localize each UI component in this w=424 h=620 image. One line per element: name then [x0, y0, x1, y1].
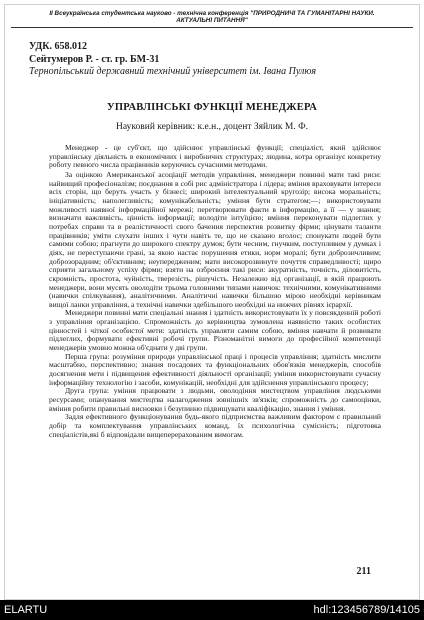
author-line: Сейтумеров Р. - ст. гр. БМ-31: [29, 53, 160, 65]
article-meta: [29, 41, 316, 79]
repository-footer: [0, 600, 424, 620]
conference-header: [11, 10, 413, 28]
institution-line: Тернопільський державний технічний університет ім. Івана Пулюя: [29, 66, 317, 77]
paragraph: Менеджер - це суб'єкт, що здійснює управлінські функції; спеціаліст, який здійснює управлінську діяльність в економічних і виробничих структурах; людина, котра організує конкретну роботу певного числа працівників керуючись сучасними методами.: [49, 143, 381, 170]
paragraph: За оцінкою Американської асоціації методів управління, менеджери повинні мати такі риси: найвищий професіоналізм; поєднання в собі рис адміністратора і лідера; вміння враховувати інтереси всіх сторін, що беруть участь у бізнесі; широкий інтелектуальний кругозір; висока моральність; ініціативність; наполегливість; комунікабельність; уміння бути стратегом;—; використовувати можливості наявної інформаційної мережі; перетворювати факти в інформацію, а її — у знання; визначати важливість, цінність інформації; володіти інтуїцією; вміння переконувати підлеглих у потребах справи та в реалістичності свого бачення перспектив розвитку фірми; цінувати таланти працівників; уміти слухати інших і чути навіть те, що не сказано вголос; спонукати людей бути самими собою; прагнути до широкого спектру думок; бути чесним, гнучким, поступливим у думках і діях, не переступаючи грані, за якою настає порушення етики, норм моралі; бути доброзичливим; доброзорадним; об'єктивним; неупередженим; мати високорозвинуте почуття справедливості; щиро сприяти загальному успіху фірми; взяти на озброєння такі риси: акуратність, точність, діловитість, скромність, простота, чуйність, тверезість, рішучість. Незалежно від організації, в якій працюють менеджери, вони мусять оволодіти трьома головними типами навичок: технічними, комунікативними (навички спілкування), аналітичними. Аналітичні навички більшою мірою необхідні керівникам вищої ланки управління, а технічні навички здебільшого необхідні на нижчих рівнях ієрархії.: [49, 169, 381, 309]
repository-name[interactable]: ELARTU: [4, 604, 48, 616]
article-body: [49, 144, 381, 439]
article-title: УПРАВЛІНСЬКІ ФУНКЦІЇ МЕНЕДЖЕРА: [106, 102, 318, 113]
paragraph: Друга група: уміння працювати з людьми, оволодіння мистецтвом управління людськими ресурсами; опанування мистецтва налагодження зовнішніх зв'язків; спроможність до самооцінки, вміння робити правильні висновки і безупинно підвищувати кваліфікацію, знання і уміння.: [49, 386, 381, 413]
handle-link[interactable]: hdl:123456789/14105: [313, 604, 420, 616]
page-number: 211: [356, 566, 371, 577]
udc-code: УДК. 658.012: [29, 41, 87, 52]
conference-header-line-2: АКТУАЛЬНІ ПИТАННЯ": [176, 17, 248, 25]
paragraph: Задля ефективного функціонування будь-якого підприємства важливим фактором є правильний добір та комплектування управлінських команд, їх психологічна сумісність; підготовка спеціалістів,які б відповідали вищеперерахованим вимогам.: [49, 412, 381, 439]
paragraph: Перша група: розуміння природи управлінської праці і процесів управління; здатність мислити масштабно, перспективно; знання посадових та функціональних обов'язків менеджерів, способів досягнення мети і підвищення ефективності діяльності організації; уміння використовувати сучасну інформаційну технологію і засоби, комунікацій, необхідні для здійснення управлінського процесу;: [49, 351, 381, 387]
document-page: [4, 4, 420, 600]
paragraph: Менеджери повинні мати спеціальні знання і здатність використовувати їх у повсякденній роботі з управління організацією. Спроможність до керівництва зумовлена наявністю таких особистих цінностей і чіткої особистої мети: здатність управляти самим собою, вміння навчати й розвивати підлеглих, формувати ефективні робочі групи. Різноманітні вимоги до професійної компетенції менеджерів умовно можна об'єднати у дві групи.: [49, 308, 381, 353]
scientific-advisor: Науковий керівник: к.е.н., доцент Зяйлик М. Ф.: [116, 122, 308, 132]
conference-header-line-1: ІІ Всеукраїнська студентська науково - технічна конференція "ПРИРОДНИЧІ ТА ГУМАНІТАРНІ НАУКИ.: [49, 10, 375, 17]
